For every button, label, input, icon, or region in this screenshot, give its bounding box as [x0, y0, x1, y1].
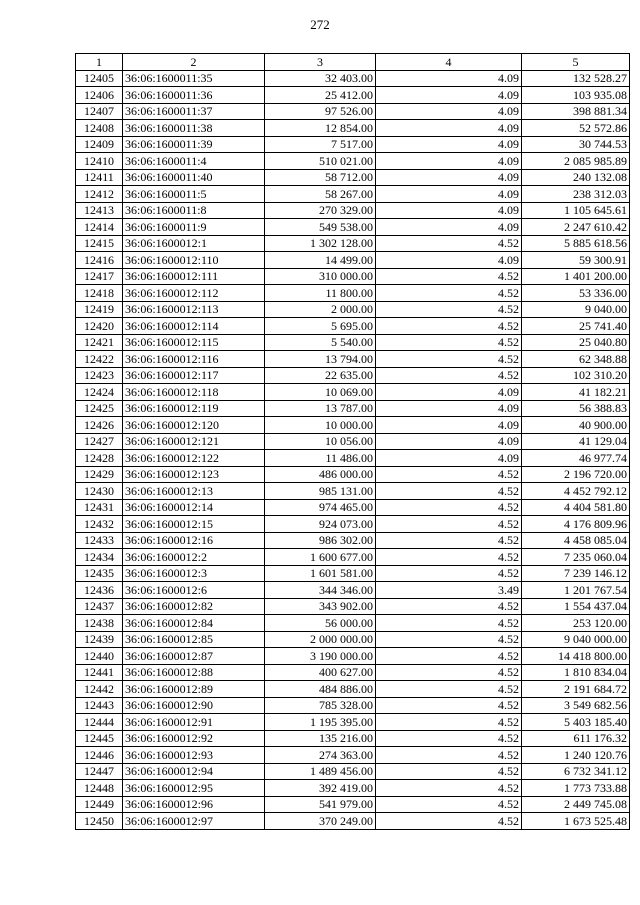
- row-number-cell: 12412: [76, 186, 123, 203]
- amount-cell: 240 132.08: [522, 169, 630, 186]
- row-number-cell: 12406: [76, 87, 123, 104]
- rate-cell: 4.52: [376, 813, 522, 830]
- row-number-cell: 12449: [76, 796, 123, 813]
- rate-cell: 4.52: [376, 714, 522, 731]
- cadastral-number-cell: 36:06:1600011:35: [123, 70, 265, 87]
- cadastral-number-cell: 36:06:1600012:88: [123, 664, 265, 681]
- row-number-cell: 12432: [76, 516, 123, 533]
- row-number-cell: 12413: [76, 202, 123, 219]
- rate-cell: 4.52: [376, 318, 522, 335]
- row-number-cell: 12434: [76, 549, 123, 566]
- rate-cell: 4.52: [376, 301, 522, 318]
- column-header: 2: [123, 54, 265, 71]
- cadastral-number-cell: 36:06:1600012:95: [123, 780, 265, 797]
- cadastral-number-cell: 36:06:1600012:89: [123, 681, 265, 698]
- amount-cell: 2 196 720.00: [522, 466, 630, 483]
- row-number-cell: 12424: [76, 384, 123, 401]
- cadastral-number-cell: 36:06:1600012:2: [123, 549, 265, 566]
- table-row: [76, 351, 630, 368]
- amount-cell: 2 191 684.72: [522, 681, 630, 698]
- cadastral-number-cell: 36:06:1600012:16: [123, 532, 265, 549]
- cadastral-number-cell: 36:06:1600012:93: [123, 747, 265, 764]
- rate-cell: 4.09: [376, 450, 522, 467]
- cadastral-number-cell: 36:06:1600012:85: [123, 631, 265, 648]
- rate-cell: 4.52: [376, 681, 522, 698]
- table-row: [76, 285, 630, 302]
- rate-cell: 4.09: [376, 169, 522, 186]
- amount-cell: 4 176 809.96: [522, 516, 630, 533]
- table-row: [76, 219, 630, 236]
- rate-cell: 4.09: [376, 417, 522, 434]
- table-row: [76, 499, 630, 516]
- value-cell: 510 021.00: [265, 153, 376, 170]
- row-number-cell: 12427: [76, 433, 123, 450]
- rate-cell: 4.52: [376, 615, 522, 632]
- table-row: [76, 697, 630, 714]
- amount-cell: 56 388.83: [522, 400, 630, 417]
- amount-cell: 14 418 800.00: [522, 648, 630, 665]
- cadastral-number-cell: 36:06:1600012:87: [123, 648, 265, 665]
- cadastral-number-cell: 36:06:1600011:36: [123, 87, 265, 104]
- table-row: [76, 433, 630, 450]
- rate-cell: 4.09: [376, 186, 522, 203]
- cadastral-number-cell: 36:06:1600012:14: [123, 499, 265, 516]
- value-cell: 7 517.00: [265, 136, 376, 153]
- value-cell: 1 195 395.00: [265, 714, 376, 731]
- table-row: [76, 565, 630, 582]
- amount-cell: 25 040.80: [522, 334, 630, 351]
- row-number-cell: 12417: [76, 268, 123, 285]
- page-number: 272: [310, 17, 330, 32]
- cadastral-number-cell: 36:06:1600012:94: [123, 763, 265, 780]
- amount-cell: 7 239 146.12: [522, 565, 630, 582]
- amount-cell: 103 935.08: [522, 87, 630, 104]
- value-cell: 2 000 000.00: [265, 631, 376, 648]
- rate-cell: 4.52: [376, 697, 522, 714]
- rate-cell: 4.09: [376, 219, 522, 236]
- value-cell: 22 635.00: [265, 367, 376, 384]
- table-row: [76, 549, 630, 566]
- table-row: [76, 516, 630, 533]
- amount-cell: 30 744.53: [522, 136, 630, 153]
- amount-cell: 132 528.27: [522, 70, 630, 87]
- row-number-cell: 12419: [76, 301, 123, 318]
- cadastral-number-cell: 36:06:1600011:5: [123, 186, 265, 203]
- rate-cell: 4.09: [376, 136, 522, 153]
- table-body: [76, 70, 630, 829]
- cadastral-number-cell: 36:06:1600011:40: [123, 169, 265, 186]
- value-cell: 392 419.00: [265, 780, 376, 797]
- row-number-cell: 12433: [76, 532, 123, 549]
- amount-cell: 1 401 200.00: [522, 268, 630, 285]
- amount-cell: 253 120.00: [522, 615, 630, 632]
- rate-cell: 4.52: [376, 532, 522, 549]
- rate-cell: 4.52: [376, 664, 522, 681]
- rate-cell: 4.09: [376, 202, 522, 219]
- rate-cell: 4.52: [376, 763, 522, 780]
- table-row: [76, 202, 630, 219]
- value-cell: 370 249.00: [265, 813, 376, 830]
- table-row: [76, 747, 630, 764]
- row-number-cell: 12447: [76, 763, 123, 780]
- amount-cell: 611 176.32: [522, 730, 630, 747]
- cadastral-number-cell: 36:06:1600012:122: [123, 450, 265, 467]
- table-row: [76, 252, 630, 269]
- amount-cell: 41 129.04: [522, 433, 630, 450]
- table-row: [76, 582, 630, 599]
- amount-cell: 1 554 437.04: [522, 598, 630, 615]
- cadastral-number-cell: 36:06:1600012:117: [123, 367, 265, 384]
- value-cell: 924 073.00: [265, 516, 376, 533]
- amount-cell: 25 741.40: [522, 318, 630, 335]
- cadastral-number-cell: 36:06:1600012:116: [123, 351, 265, 368]
- amount-cell: 9 040.00: [522, 301, 630, 318]
- rate-cell: 4.09: [376, 400, 522, 417]
- table-row: [76, 301, 630, 318]
- rate-cell: 4.09: [376, 70, 522, 87]
- row-number-cell: 12426: [76, 417, 123, 434]
- column-header: 1: [76, 54, 123, 71]
- value-cell: 58 712.00: [265, 169, 376, 186]
- value-cell: 10 000.00: [265, 417, 376, 434]
- row-number-cell: 12416: [76, 252, 123, 269]
- table-row: [76, 318, 630, 335]
- rate-cell: 4.52: [376, 334, 522, 351]
- amount-cell: 2 247 610.42: [522, 219, 630, 236]
- cadastral-number-cell: 36:06:1600012:110: [123, 252, 265, 269]
- value-cell: 58 267.00: [265, 186, 376, 203]
- table-row: [76, 664, 630, 681]
- rate-cell: 4.52: [376, 483, 522, 500]
- amount-cell: 52 572.86: [522, 120, 630, 137]
- table-row: [76, 400, 630, 417]
- cadastral-number-cell: 36:06:1600011:39: [123, 136, 265, 153]
- rate-cell: 4.52: [376, 351, 522, 368]
- rate-cell: 4.52: [376, 268, 522, 285]
- rate-cell: 4.09: [376, 252, 522, 269]
- row-number-cell: 12411: [76, 169, 123, 186]
- cadastral-number-cell: 36:06:1600012:6: [123, 582, 265, 599]
- cadastral-number-cell: 36:06:1600012:91: [123, 714, 265, 731]
- table-row: [76, 780, 630, 797]
- rate-cell: 4.52: [376, 285, 522, 302]
- value-cell: 484 886.00: [265, 681, 376, 698]
- value-cell: 1 489 456.00: [265, 763, 376, 780]
- cadastral-number-cell: 36:06:1600012:112: [123, 285, 265, 302]
- rate-cell: 4.52: [376, 598, 522, 615]
- value-cell: 785 328.00: [265, 697, 376, 714]
- row-number-cell: 12423: [76, 367, 123, 384]
- cadastral-number-cell: 36:06:1600012:121: [123, 433, 265, 450]
- value-cell: 13 787.00: [265, 400, 376, 417]
- row-number-cell: 12429: [76, 466, 123, 483]
- table-row: [76, 631, 630, 648]
- table-row: [76, 103, 630, 120]
- amount-cell: 102 310.20: [522, 367, 630, 384]
- row-number-cell: 12441: [76, 664, 123, 681]
- table-row: [76, 186, 630, 203]
- cadastral-number-cell: 36:06:1600012:1: [123, 235, 265, 252]
- amount-cell: 59 300.91: [522, 252, 630, 269]
- rate-cell: 4.52: [376, 747, 522, 764]
- value-cell: 13 794.00: [265, 351, 376, 368]
- amount-cell: 398 881.34: [522, 103, 630, 120]
- amount-cell: 1 240 120.76: [522, 747, 630, 764]
- cadastral-number-cell: 36:06:1600011:38: [123, 120, 265, 137]
- column-header: 4: [376, 54, 522, 71]
- table-row: [76, 483, 630, 500]
- cadastral-number-cell: 36:06:1600011:37: [123, 103, 265, 120]
- cadastral-number-cell: 36:06:1600011:9: [123, 219, 265, 236]
- value-cell: 32 403.00: [265, 70, 376, 87]
- cadastral-number-cell: 36:06:1600012:97: [123, 813, 265, 830]
- value-cell: 10 056.00: [265, 433, 376, 450]
- value-cell: 1 600 677.00: [265, 549, 376, 566]
- cadastral-number-cell: 36:06:1600012:113: [123, 301, 265, 318]
- row-number-cell: 12443: [76, 697, 123, 714]
- cadastral-number-cell: 36:06:1600012:3: [123, 565, 265, 582]
- value-cell: 344 346.00: [265, 582, 376, 599]
- value-cell: 1 601 581.00: [265, 565, 376, 582]
- value-cell: 2 000.00: [265, 301, 376, 318]
- cadastral-number-cell: 36:06:1600012:119: [123, 400, 265, 417]
- rate-cell: 4.09: [376, 120, 522, 137]
- amount-cell: 1 810 834.04: [522, 664, 630, 681]
- row-number-cell: 12439: [76, 631, 123, 648]
- table-row: [76, 763, 630, 780]
- table-row: [76, 532, 630, 549]
- table-row: [76, 730, 630, 747]
- data-table: [75, 53, 630, 830]
- value-cell: 541 979.00: [265, 796, 376, 813]
- row-number-cell: 12407: [76, 103, 123, 120]
- cadastral-number-cell: 36:06:1600012:114: [123, 318, 265, 335]
- column-header: 5: [522, 54, 630, 71]
- value-cell: 310 000.00: [265, 268, 376, 285]
- value-cell: 400 627.00: [265, 664, 376, 681]
- cadastral-number-cell: 36:06:1600011:4: [123, 153, 265, 170]
- amount-cell: 62 348.88: [522, 351, 630, 368]
- row-number-cell: 12436: [76, 582, 123, 599]
- row-number-cell: 12422: [76, 351, 123, 368]
- rate-cell: 4.52: [376, 235, 522, 252]
- rate-cell: 4.52: [376, 549, 522, 566]
- row-number-cell: 12405: [76, 70, 123, 87]
- row-number-cell: 12445: [76, 730, 123, 747]
- cadastral-number-cell: 36:06:1600012:92: [123, 730, 265, 747]
- cadastral-number-cell: 36:06:1600012:118: [123, 384, 265, 401]
- rate-cell: 4.52: [376, 466, 522, 483]
- cadastral-number-cell: 36:06:1600012:15: [123, 516, 265, 533]
- row-number-cell: 12446: [76, 747, 123, 764]
- table-row: [76, 466, 630, 483]
- table-row: [76, 268, 630, 285]
- rate-cell: 4.09: [376, 103, 522, 120]
- value-cell: 12 854.00: [265, 120, 376, 137]
- table-row: [76, 714, 630, 731]
- amount-cell: 238 312.03: [522, 186, 630, 203]
- value-cell: 56 000.00: [265, 615, 376, 632]
- amount-cell: 5 885 618.56: [522, 235, 630, 252]
- rate-cell: 4.52: [376, 730, 522, 747]
- amount-cell: 1 201 767.54: [522, 582, 630, 599]
- rate-cell: 4.52: [376, 565, 522, 582]
- table-row: [76, 136, 630, 153]
- value-cell: 135 216.00: [265, 730, 376, 747]
- table-row: [76, 813, 630, 830]
- table-row: [76, 334, 630, 351]
- table-row: [76, 87, 630, 104]
- value-cell: 985 131.00: [265, 483, 376, 500]
- amount-cell: 7 235 060.04: [522, 549, 630, 566]
- table-row: [76, 648, 630, 665]
- rate-cell: 4.52: [376, 780, 522, 797]
- amount-cell: 1 773 733.88: [522, 780, 630, 797]
- rate-cell: 3.49: [376, 582, 522, 599]
- amount-cell: 1 105 645.61: [522, 202, 630, 219]
- amount-cell: 3 549 682.56: [522, 697, 630, 714]
- value-cell: 343 902.00: [265, 598, 376, 615]
- amount-cell: 6 732 341.12: [522, 763, 630, 780]
- table-row: [76, 367, 630, 384]
- cadastral-number-cell: 36:06:1600012:82: [123, 598, 265, 615]
- amount-cell: 4 458 085.04: [522, 532, 630, 549]
- amount-cell: 46 977.74: [522, 450, 630, 467]
- row-number-cell: 12450: [76, 813, 123, 830]
- value-cell: 270 329.00: [265, 202, 376, 219]
- value-cell: 5 540.00: [265, 334, 376, 351]
- value-cell: 486 000.00: [265, 466, 376, 483]
- rate-cell: 4.09: [376, 433, 522, 450]
- row-number-cell: 12418: [76, 285, 123, 302]
- value-cell: 274 363.00: [265, 747, 376, 764]
- table-row: [76, 417, 630, 434]
- table-row: [76, 615, 630, 632]
- value-cell: 11 486.00: [265, 450, 376, 467]
- value-cell: 3 190 000.00: [265, 648, 376, 665]
- row-number-cell: 12415: [76, 235, 123, 252]
- table-row: [76, 70, 630, 87]
- value-cell: 974 465.00: [265, 499, 376, 516]
- table-row: [76, 681, 630, 698]
- row-number-cell: 12410: [76, 153, 123, 170]
- amount-cell: 40 900.00: [522, 417, 630, 434]
- amount-cell: 53 336.00: [522, 285, 630, 302]
- cadastral-number-cell: 36:06:1600012:96: [123, 796, 265, 813]
- header-row: [76, 54, 630, 71]
- value-cell: 986 302.00: [265, 532, 376, 549]
- table-row: [76, 598, 630, 615]
- row-number-cell: 12409: [76, 136, 123, 153]
- amount-cell: 41 182.21: [522, 384, 630, 401]
- row-number-cell: 12440: [76, 648, 123, 665]
- column-header: 3: [265, 54, 376, 71]
- cadastral-number-cell: 36:06:1600012:90: [123, 697, 265, 714]
- value-cell: 5 695.00: [265, 318, 376, 335]
- cadastral-number-cell: 36:06:1600012:84: [123, 615, 265, 632]
- amount-cell: 5 403 185.40: [522, 714, 630, 731]
- amount-cell: 2 085 985.89: [522, 153, 630, 170]
- row-number-cell: 12435: [76, 565, 123, 582]
- value-cell: 11 800.00: [265, 285, 376, 302]
- cadastral-number-cell: 36:06:1600012:13: [123, 483, 265, 500]
- value-cell: 97 526.00: [265, 103, 376, 120]
- table-row: [76, 153, 630, 170]
- amount-cell: 4 404 581.80: [522, 499, 630, 516]
- rate-cell: 4.09: [376, 384, 522, 401]
- rate-cell: 4.09: [376, 87, 522, 104]
- value-cell: 549 538.00: [265, 219, 376, 236]
- table-row: [76, 384, 630, 401]
- rate-cell: 4.09: [376, 153, 522, 170]
- row-number-cell: 12437: [76, 598, 123, 615]
- table-row: [76, 169, 630, 186]
- cadastral-number-cell: 36:06:1600012:120: [123, 417, 265, 434]
- value-cell: 14 499.00: [265, 252, 376, 269]
- cadastral-number-cell: 36:06:1600011:8: [123, 202, 265, 219]
- table-row: [76, 450, 630, 467]
- row-number-cell: 12421: [76, 334, 123, 351]
- cadastral-number-cell: 36:06:1600012:115: [123, 334, 265, 351]
- row-number-cell: 12444: [76, 714, 123, 731]
- rate-cell: 4.52: [376, 648, 522, 665]
- row-number-cell: 12448: [76, 780, 123, 797]
- row-number-cell: 12430: [76, 483, 123, 500]
- row-number-cell: 12431: [76, 499, 123, 516]
- row-number-cell: 12438: [76, 615, 123, 632]
- row-number-cell: 12428: [76, 450, 123, 467]
- table-row: [76, 120, 630, 137]
- value-cell: 25 412.00: [265, 87, 376, 104]
- value-cell: 10 069.00: [265, 384, 376, 401]
- row-number-cell: 12420: [76, 318, 123, 335]
- rate-cell: 4.52: [376, 499, 522, 516]
- cadastral-number-cell: 36:06:1600012:123: [123, 466, 265, 483]
- rate-cell: 4.52: [376, 367, 522, 384]
- row-number-cell: 12414: [76, 219, 123, 236]
- amount-cell: 9 040 000.00: [522, 631, 630, 648]
- rate-cell: 4.52: [376, 631, 522, 648]
- table-row: [76, 235, 630, 252]
- rate-cell: 4.52: [376, 516, 522, 533]
- row-number-cell: 12408: [76, 120, 123, 137]
- amount-cell: 4 452 792.12: [522, 483, 630, 500]
- value-cell: 1 302 128.00: [265, 235, 376, 252]
- amount-cell: 2 449 745.08: [522, 796, 630, 813]
- row-number-cell: 12425: [76, 400, 123, 417]
- amount-cell: 1 673 525.48: [522, 813, 630, 830]
- rate-cell: 4.52: [376, 796, 522, 813]
- row-number-cell: 12442: [76, 681, 123, 698]
- cadastral-number-cell: 36:06:1600012:111: [123, 268, 265, 285]
- table-row: [76, 796, 630, 813]
